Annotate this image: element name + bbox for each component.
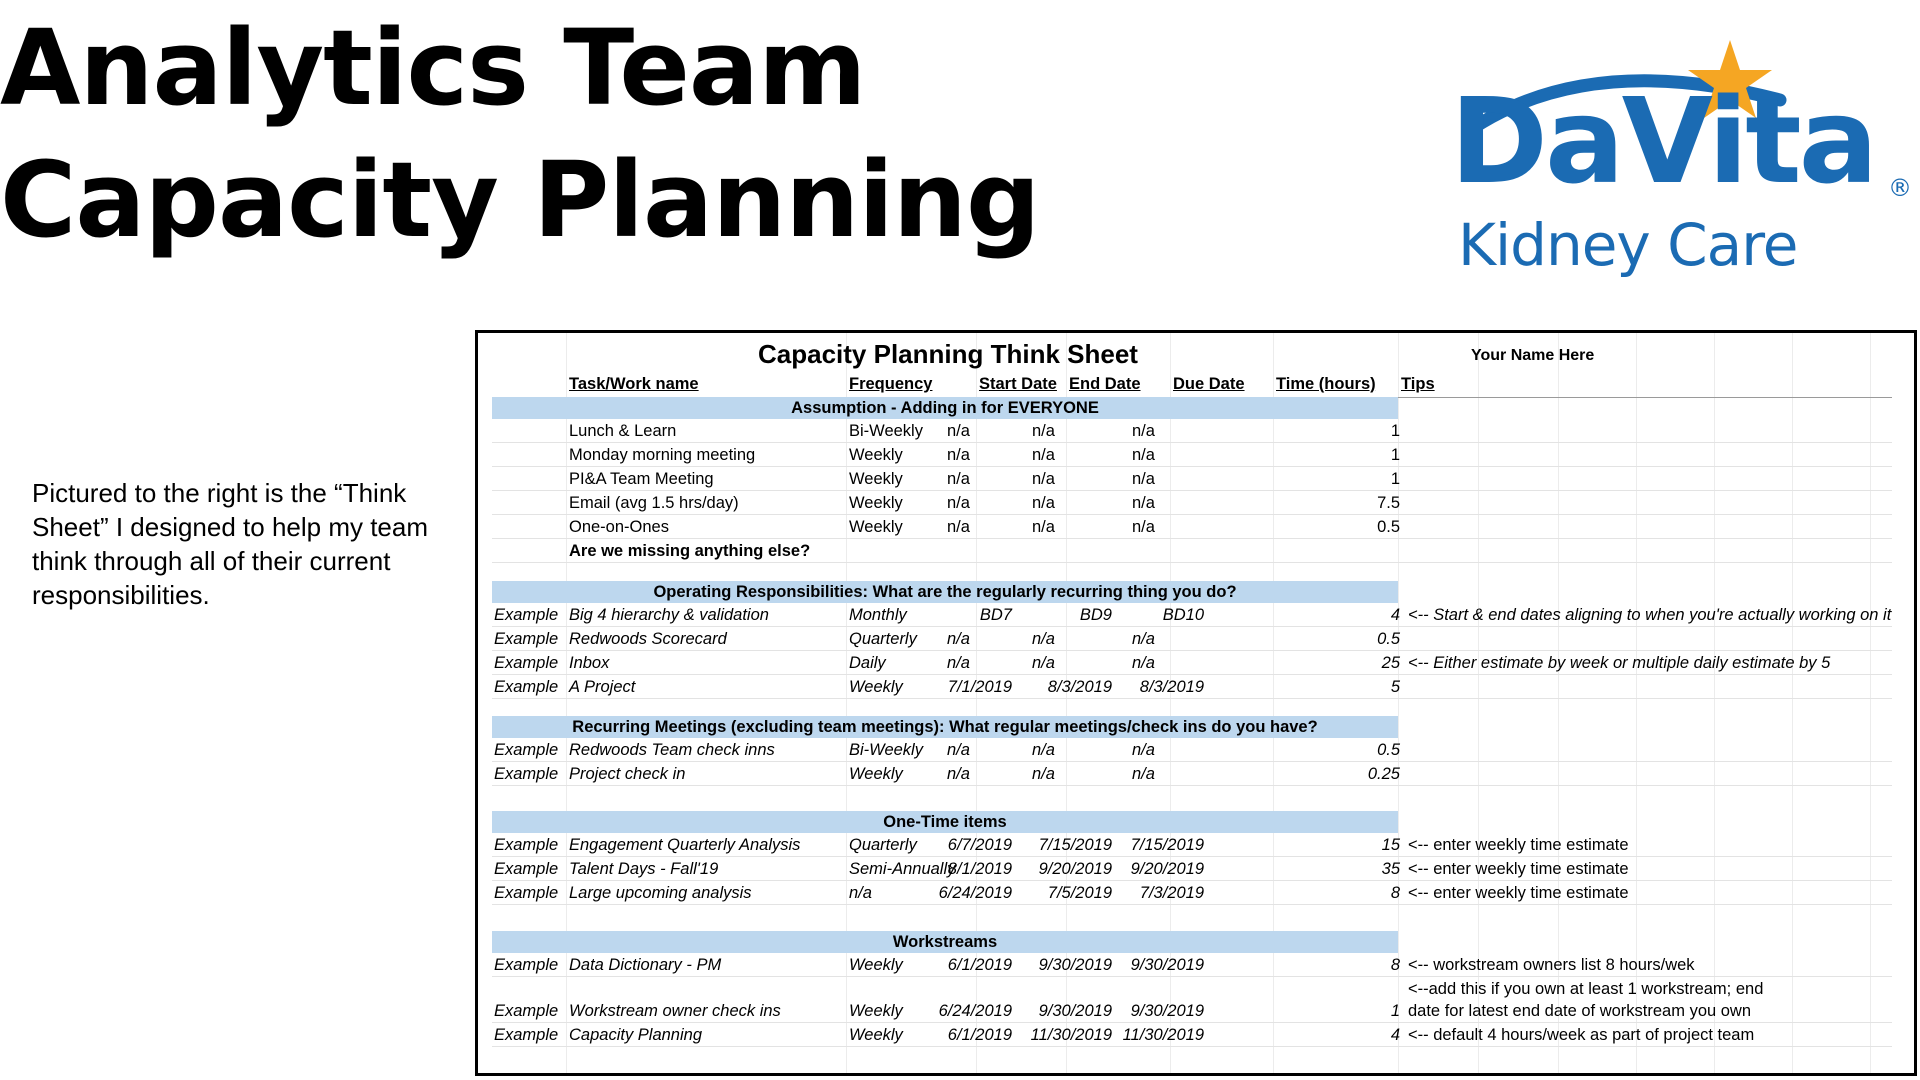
frequency-cell: Weekly: [849, 1026, 903, 1044]
end-date-cell: 8/3/2019: [1047, 678, 1112, 696]
frequency-cell: Bi-Weekly: [849, 741, 923, 759]
frequency-cell: Weekly: [849, 956, 903, 974]
header-task: Task/Work name: [569, 375, 699, 393]
due-date-cell: n/a: [1132, 741, 1155, 759]
frequency-cell: Weekly: [849, 765, 903, 783]
due-date-cell: n/a: [1132, 470, 1155, 488]
end-date-cell: n/a: [1032, 518, 1055, 536]
end-date-cell: 9/20/2019: [1038, 860, 1112, 878]
table-row: [492, 953, 1892, 977]
logo-subtitle: Kidney Care: [1458, 211, 1798, 279]
end-date-cell: 11/30/2019: [1030, 1026, 1112, 1044]
frequency-cell: n/a: [849, 884, 872, 902]
time-hours-cell: 1: [1390, 422, 1400, 440]
section-band-workstreams: Workstreams: [492, 931, 1398, 953]
frequency-cell: Weekly: [849, 518, 903, 536]
due-date-cell: BD10: [1162, 606, 1204, 624]
time-hours-cell: 0.25: [1367, 765, 1400, 783]
time-hours-cell: 1: [1390, 446, 1400, 464]
due-date-cell: n/a: [1132, 765, 1155, 783]
start-date-cell: n/a: [947, 470, 970, 488]
time-hours-cell: 4: [1390, 606, 1400, 624]
example-label: Example: [494, 678, 559, 696]
time-hours-cell: 35: [1381, 860, 1400, 878]
example-label: Example: [494, 1026, 559, 1044]
logo-wordmark: DaVita: [1450, 72, 1876, 210]
table-row: [492, 980, 1892, 1023]
due-date-cell: n/a: [1132, 518, 1155, 536]
task-cell: Inbox: [569, 654, 610, 672]
frequency-cell: Weekly: [849, 678, 903, 696]
table-row: [492, 443, 1892, 467]
section-band-recurring: Recurring Meetings (excluding team meetings): What regular meetings/check ins do you have?: [492, 716, 1398, 738]
header-start-date: Start Date: [979, 375, 1057, 393]
due-date-cell: 7/3/2019: [1139, 884, 1204, 902]
task-cell: Big 4 hierarchy & validation: [569, 606, 769, 624]
frequency-cell: Monthly: [849, 606, 907, 624]
start-date-cell: 6/24/2019: [938, 1002, 1012, 1020]
time-hours-cell: 8: [1390, 956, 1400, 974]
example-label: Example: [494, 860, 559, 878]
task-cell: Capacity Planning: [569, 1026, 702, 1044]
task-cell: Engagement Quarterly Analysis: [569, 836, 801, 854]
header-end-date: End Date: [1069, 375, 1141, 393]
end-date-cell: n/a: [1032, 630, 1055, 648]
due-date-cell: n/a: [1132, 654, 1155, 672]
page-title-line-2: Capacity Planning: [0, 139, 1040, 261]
end-date-cell: 7/15/2019: [1038, 836, 1112, 854]
due-date-cell: 11/30/2019: [1122, 1026, 1204, 1044]
header-due-date: Due Date: [1173, 375, 1245, 393]
task-cell: One-on-Ones: [569, 518, 669, 536]
start-date-cell: 8/1/2019: [947, 860, 1012, 878]
missing-row: [492, 539, 1892, 563]
end-date-cell: n/a: [1032, 765, 1055, 783]
start-date-cell: n/a: [947, 422, 970, 440]
tip-cell: <-- enter weekly time estimate: [1408, 884, 1629, 902]
header-frequency: Frequency: [849, 375, 933, 393]
frequency-cell: Weekly: [849, 470, 903, 488]
due-date-cell: 9/20/2019: [1130, 860, 1204, 878]
example-label: Example: [494, 1002, 559, 1020]
tip-cell: <-- Start & end dates aligning to when you're actually working on it: [1408, 606, 1892, 624]
frequency-cell: Weekly: [849, 446, 903, 464]
name-placeholder: Your Name Here: [1471, 347, 1595, 364]
frequency-cell: Bi-Weekly: [849, 422, 923, 440]
time-hours-cell: 0.5: [1377, 518, 1400, 536]
description-text: Pictured to the right is the “Think Sheet” I designed to help my team think through all of their current responsibilities.: [32, 478, 429, 610]
start-date-cell: n/a: [947, 741, 970, 759]
start-date-cell: n/a: [947, 518, 970, 536]
task-cell: Monday morning meeting: [569, 446, 756, 464]
think-sheet: [475, 330, 1917, 1076]
due-date-cell: n/a: [1132, 422, 1155, 440]
start-date-cell: n/a: [947, 494, 970, 512]
start-date-cell: 6/1/2019: [947, 1026, 1012, 1044]
due-date-cell: n/a: [1132, 494, 1155, 512]
time-hours-cell: 0.5: [1377, 741, 1400, 759]
time-hours-cell: 0.5: [1377, 630, 1400, 648]
due-date-cell: 8/3/2019: [1139, 678, 1204, 696]
start-date-cell: 7/1/2019: [947, 678, 1012, 696]
end-date-cell: 9/30/2019: [1038, 956, 1112, 974]
example-label: Example: [494, 884, 559, 902]
time-hours-cell: 25: [1381, 654, 1400, 672]
due-date-cell: 7/15/2019: [1130, 836, 1204, 854]
start-date-cell: n/a: [947, 446, 970, 464]
task-cell: Project check in: [569, 765, 686, 783]
tip-cell: <-- enter weekly time estimate: [1408, 836, 1629, 854]
frequency-cell: Semi-Annually: [849, 860, 956, 878]
table-row: [492, 603, 1892, 627]
example-label: Example: [494, 956, 559, 974]
tip-cell: <-- Either estimate by week or multiple daily estimate by 5: [1408, 654, 1831, 672]
end-date-cell: BD9: [1079, 606, 1112, 624]
due-date-cell: 9/30/2019: [1130, 1002, 1204, 1020]
section-band-one-time: One-Time items: [492, 811, 1398, 833]
tip-cell: <-- default 4 hours/week as part of project team: [1408, 1026, 1755, 1044]
task-cell: Data Dictionary - PM: [569, 956, 722, 974]
table-row: [492, 515, 1892, 539]
task-cell: Workstream owner check ins: [569, 1002, 781, 1020]
frequency-cell: Quarterly: [849, 836, 917, 854]
task-cell: Email (avg 1.5 hrs/day): [569, 494, 739, 512]
task-cell: A Project: [569, 678, 636, 696]
table-row: [492, 881, 1892, 905]
start-date-cell: 6/24/2019: [938, 884, 1012, 902]
start-date-cell: 6/7/2019: [947, 836, 1012, 854]
end-date-cell: n/a: [1032, 741, 1055, 759]
header-time-hours: Time (hours): [1276, 375, 1376, 393]
sheet-title: Capacity Planning Think Sheet: [758, 339, 1138, 369]
table-row: [492, 419, 1892, 443]
time-hours-cell: 1: [1390, 470, 1400, 488]
table-row: [492, 467, 1892, 491]
table-row: [492, 491, 1892, 515]
end-date-cell: n/a: [1032, 494, 1055, 512]
end-date-cell: n/a: [1032, 654, 1055, 672]
header-tips: Tips: [1401, 375, 1435, 393]
time-hours-cell: 4: [1390, 1026, 1400, 1044]
end-date-cell: 7/5/2019: [1047, 884, 1112, 902]
table-row: [492, 833, 1892, 857]
tip-cell-line-1: <--add this if you own at least 1 workstream; end: [1408, 980, 1764, 998]
frequency-cell: Weekly: [849, 1002, 903, 1020]
time-hours-cell: 5: [1390, 678, 1400, 696]
start-date-cell: n/a: [947, 765, 970, 783]
time-hours-cell: 8: [1390, 884, 1400, 902]
due-date-cell: n/a: [1132, 630, 1155, 648]
end-date-cell: 9/30/2019: [1038, 1002, 1112, 1020]
example-label: Example: [494, 606, 559, 624]
start-date-cell: BD7: [979, 606, 1012, 624]
page-title-line-1: Analytics Team: [0, 7, 866, 129]
table-row: [492, 1023, 1892, 1047]
task-cell: Talent Days - Fall'19: [569, 860, 719, 878]
table-row: [492, 762, 1892, 786]
example-label: Example: [494, 654, 559, 672]
task-cell: PI&A Team Meeting: [569, 470, 714, 488]
table-row: [492, 857, 1892, 881]
table-row: [492, 738, 1892, 762]
registered-mark: ®: [1888, 174, 1912, 202]
frequency-cell: Weekly: [849, 494, 903, 512]
example-label: Example: [494, 765, 559, 783]
start-date-cell: n/a: [947, 654, 970, 672]
time-hours-cell: 15: [1381, 836, 1400, 854]
table-row: [492, 651, 1892, 675]
task-cell: Lunch & Learn: [569, 422, 677, 440]
time-hours-cell: 7.5: [1377, 494, 1400, 512]
frequency-cell: Daily: [849, 654, 886, 672]
task-cell: Redwoods Scorecard: [569, 630, 727, 648]
end-date-cell: n/a: [1032, 446, 1055, 464]
end-date-cell: n/a: [1032, 470, 1055, 488]
tip-cell-line-2: date for latest end date of workstream you own: [1408, 1002, 1752, 1020]
example-label: Example: [494, 630, 559, 648]
table-row: [492, 627, 1892, 651]
task-cell: Redwoods Team check inns: [569, 741, 775, 759]
section-band-operating: Operating Responsibilities: What are the regularly recurring thing you do?: [492, 581, 1398, 603]
tip-cell: <-- enter weekly time estimate: [1408, 860, 1629, 878]
due-date-cell: 9/30/2019: [1130, 956, 1204, 974]
davita-logo: [1450, 30, 1920, 290]
example-label: Example: [494, 741, 559, 759]
section-band-assumption: Assumption - Adding in for EVERYONE: [492, 397, 1398, 419]
frequency-cell: Quarterly: [849, 630, 917, 648]
table-row: [492, 675, 1892, 699]
missing-text: Are we missing anything else?: [569, 542, 811, 560]
start-date-cell: 6/1/2019: [947, 956, 1012, 974]
example-label: Example: [494, 836, 559, 854]
end-date-cell: n/a: [1032, 422, 1055, 440]
tip-cell: <-- workstream owners list 8 hours/wek: [1408, 956, 1695, 974]
due-date-cell: n/a: [1132, 446, 1155, 464]
task-cell: Large upcoming analysis: [569, 884, 752, 902]
start-date-cell: n/a: [947, 630, 970, 648]
time-hours-cell: 1: [1390, 1002, 1400, 1020]
